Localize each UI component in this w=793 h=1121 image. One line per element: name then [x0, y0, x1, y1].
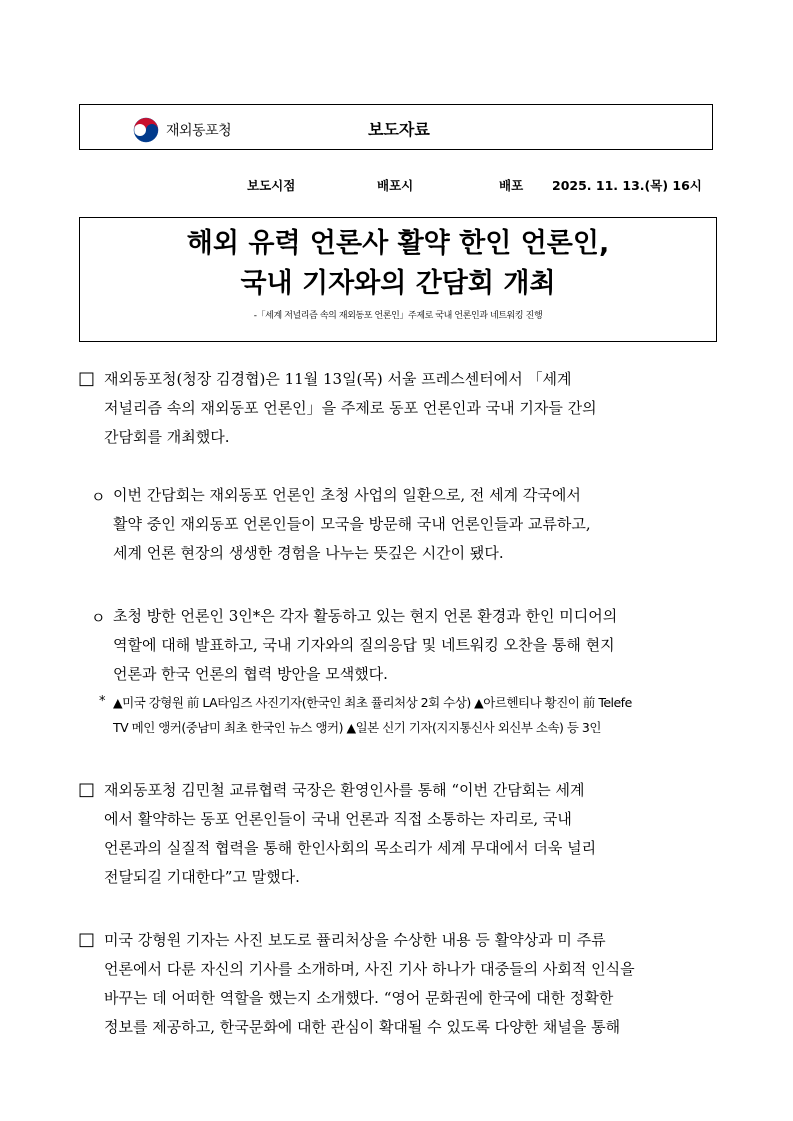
headline-line-1: 해외 유력 언론사 활약 한인 언론인, — [186, 228, 610, 259]
paragraph-line: 세계 언론 현장의 생생한 경험을 나누는 뜻깊은 시간이 됐다. — [113, 544, 504, 562]
paragraph-line: 미국 강형원 기자는 사진 보도로 퓰리처상을 수상한 내용 등 활약상과 미 주류 — [104, 931, 606, 949]
release-label-on-distribution: 배포시 — [377, 178, 414, 193]
footnote-line: TV 메인 앵커(중남미 최초 한국인 뉴스 앵커) ▲일본 신기 기자(지지통신사 외신부 소속) 등 3인 — [113, 720, 601, 735]
paragraph-line: 역할에 대해 발표하고, 국내 기자와의 질의응답 및 네트워킹 오찬을 통해 현지 — [113, 636, 615, 654]
footnote-line: ▲미국 강형원 前 LA타임즈 사진기자(한국인 최초 퓰리처상 2회 수상) ▲아르헨티나 황진이 前 Telefe — [113, 695, 632, 710]
taegeuk-logo-icon — [132, 116, 160, 144]
footnote — [113, 690, 632, 740]
paragraph-4 — [104, 776, 714, 892]
logo-text: 재외동포청 — [166, 123, 232, 139]
paragraph-line: 언론과 한국 언론의 협력 방안을 모색했다. — [113, 665, 388, 683]
paragraph-line: 재외동포청 김민철 교류협력 국장은 환영인사를 통해 “이번 간담회는 세계 — [104, 781, 585, 799]
release-label-timing: 보도시점 — [247, 178, 296, 193]
paragraph-2 — [113, 481, 713, 568]
paragraph-line: 이번 간담회는 재외동포 언론인 초청 사업의 일환으로, 전 세계 각국에서 — [113, 486, 581, 504]
headline-box — [79, 217, 717, 342]
paragraph-5 — [104, 926, 714, 1042]
paragraph-line: 정보를 제공하고, 한국문화에 대한 관심이 확대될 수 있도록 다양한 채널을 통해 — [104, 1018, 621, 1036]
press-header-box — [79, 104, 713, 150]
paragraph-line: 재외동포청(청장 김경협)은 11월 13일(목) 서울 프레스센터에서 「세계 — [104, 370, 572, 388]
release-label-distribution: 배포 — [499, 178, 524, 193]
paragraph-line: 바꾸는 데 어떠한 역할을 했는지 소개했다. “영어 문화권에 한국에 대한 정확한 — [104, 989, 614, 1007]
paragraph-line: 언론과의 실질적 협력을 통해 한인사회의 목소리가 세계 무대에서 더욱 널리 — [104, 839, 597, 857]
box-bullet-icon: □ — [78, 779, 96, 800]
paragraph-line: 전달되길 기대한다”고 말했다. — [104, 868, 300, 886]
paragraph-line: 에서 활약하는 동포 언론인들이 국내 언론과 직접 소통하는 자리로, 국내 — [104, 810, 572, 828]
box-bullet-icon: □ — [78, 929, 96, 950]
headline-subtitle: -「세계 저널리즘 속의 재외동포 언론인」주제로 국내 언론인과 네트워킹 진행 — [253, 311, 543, 321]
paragraph-line: 저널리즘 속의 재외동포 언론인」을 주제로 동포 언론인과 국내 기자들 간의 — [104, 399, 597, 417]
release-datetime: 2025. 11. 13.(목) 16시 — [552, 178, 702, 193]
press-release-title: 보도자료 — [368, 120, 430, 139]
paragraph-line: 초청 방한 언론인 3인*은 각자 활동하고 있는 현지 언론 환경과 한인 미디어의 — [113, 607, 618, 625]
agency-logo — [132, 116, 231, 144]
headline-line-2: 국내 기자와의 간담회 개최 — [240, 268, 556, 299]
paragraph-line: 간담회를 개최했다. — [104, 428, 230, 446]
box-bullet-icon: □ — [78, 368, 96, 389]
circle-bullet-icon: ㅇ — [91, 609, 106, 627]
paragraph-1 — [104, 365, 714, 452]
paragraph-3 — [113, 602, 717, 689]
circle-bullet-icon: ㅇ — [91, 488, 106, 506]
paragraph-line: 언론에서 다룬 자신의 기사를 소개하며, 사진 기사 하나가 대중들의 사회적 인식을 — [104, 960, 635, 978]
footnote-star-icon: * — [99, 694, 106, 709]
paragraph-line: 활약 중인 재외동포 언론인들이 모국을 방문해 국내 언론인들과 교류하고, — [113, 515, 591, 533]
